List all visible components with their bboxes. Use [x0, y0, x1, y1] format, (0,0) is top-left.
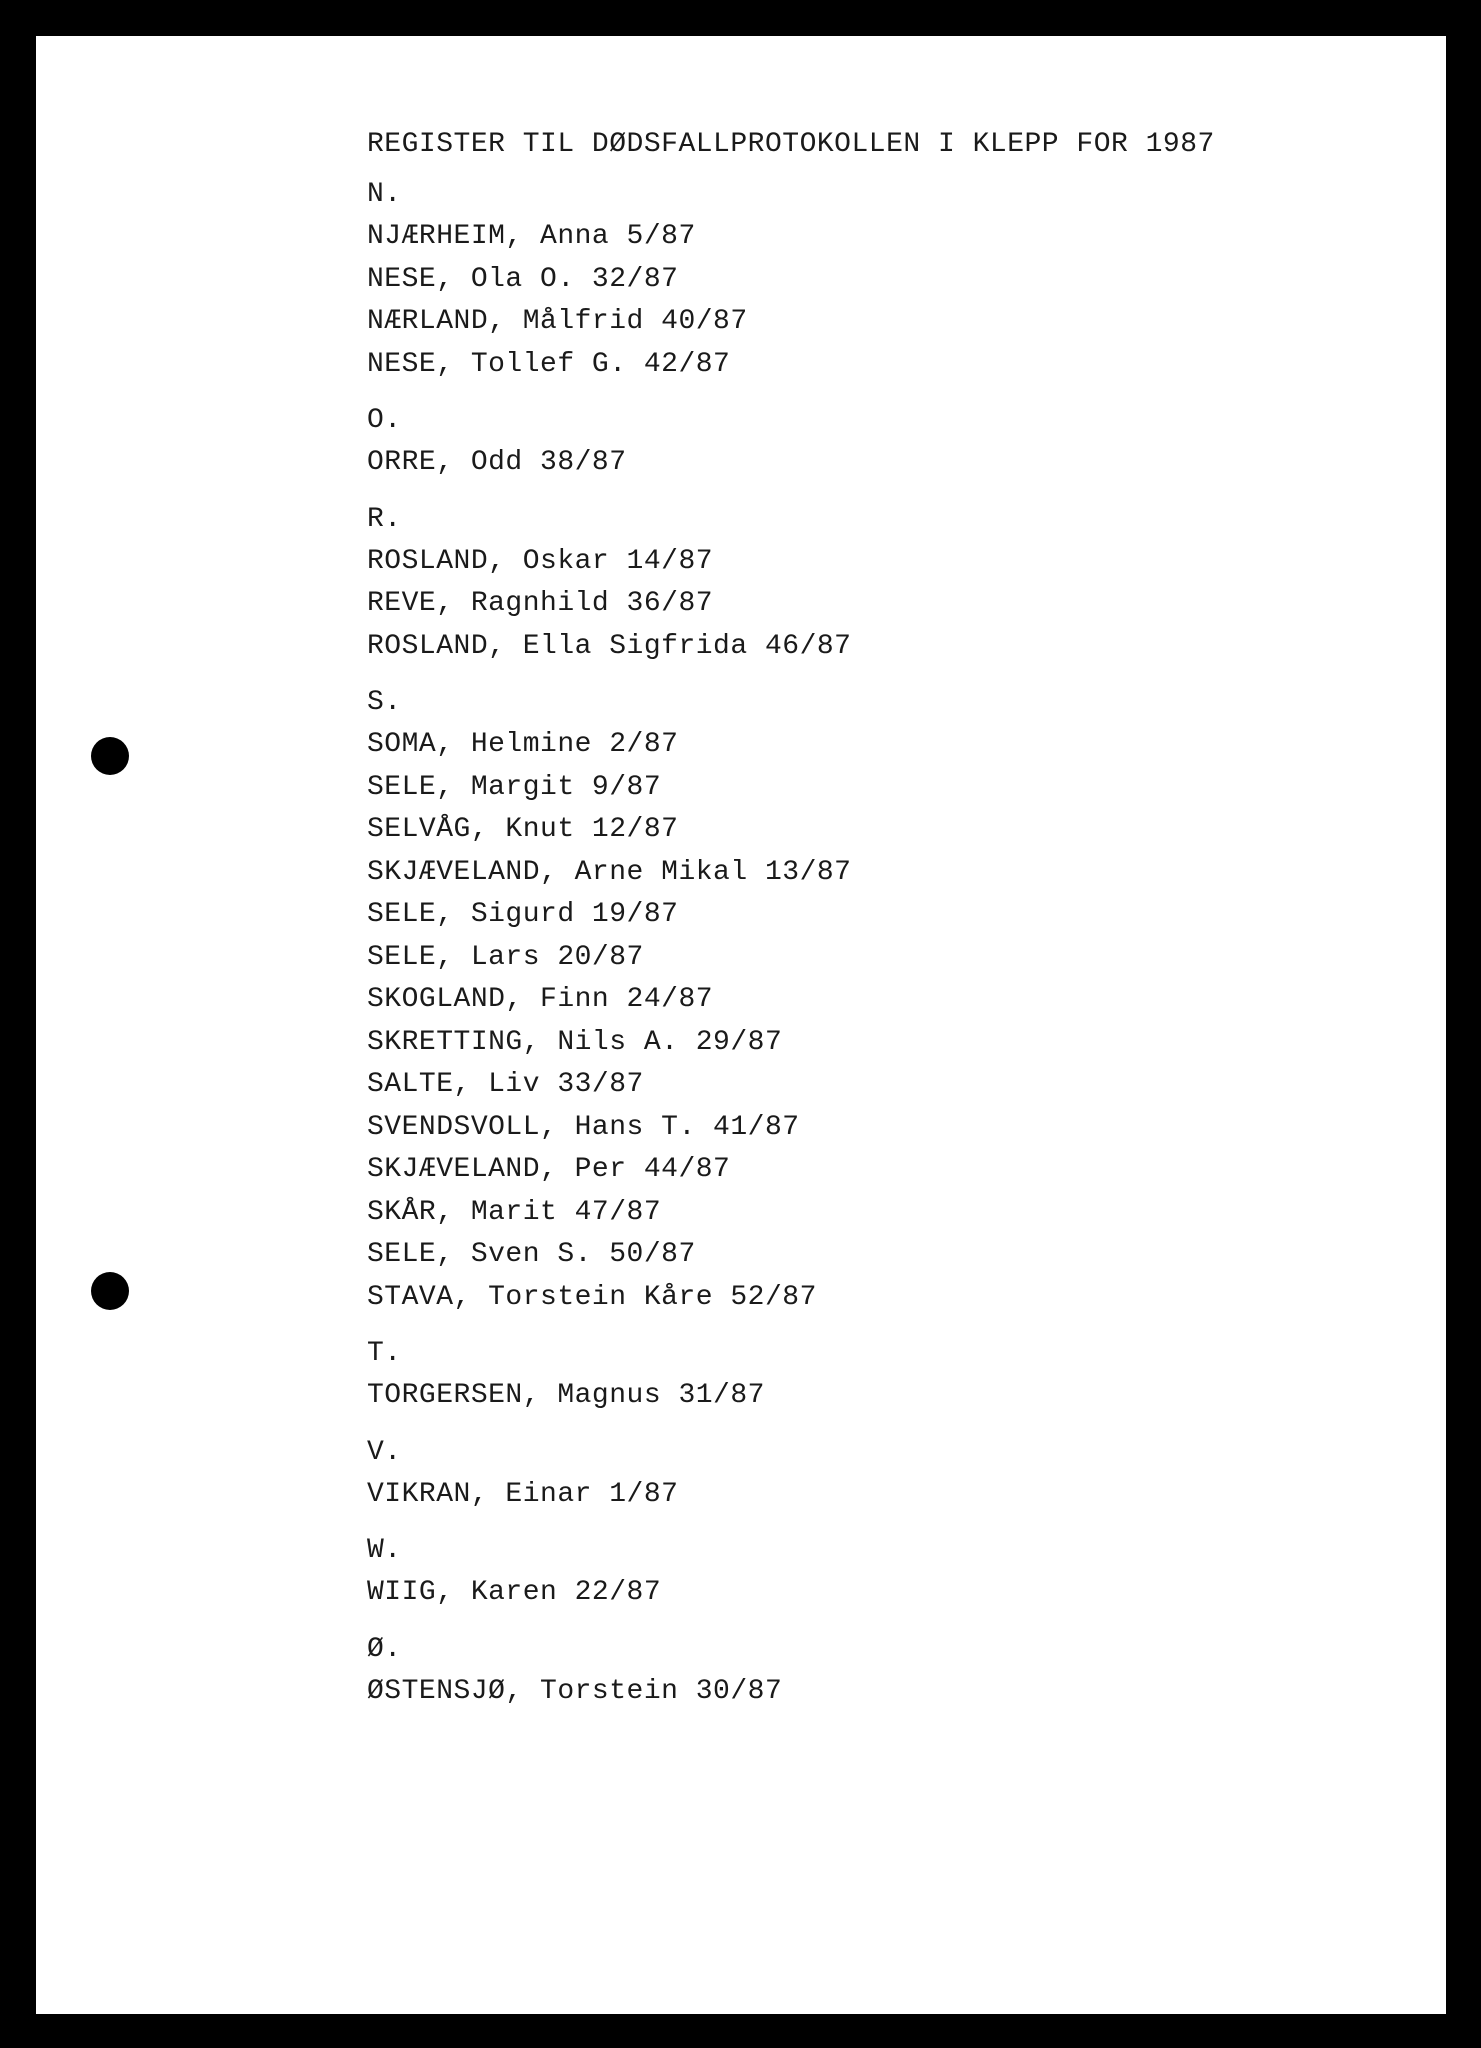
register-section — [367, 1333, 1215, 1418]
register-entry: REVE, Ragnhild 36/87 — [367, 588, 714, 619]
register-section — [367, 1530, 1215, 1615]
register-section — [367, 1432, 1215, 1517]
section-letter: V. — [367, 1436, 402, 1468]
section-letter: T. — [367, 1338, 402, 1369]
register-entry: SALTE, Liv 33/87 — [367, 1069, 644, 1100]
register-entry: TORGERSEN, Magnus 31/87 — [367, 1380, 765, 1411]
register-entry: ROSLAND, Ella Sigfrida 46/87 — [367, 630, 852, 662]
section-letter: S. — [367, 687, 402, 718]
register-sections — [367, 174, 1215, 1713]
register-entry: ORRE, Odd 38/87 — [367, 447, 627, 478]
document-title: REGISTER TIL DØDSFALLPROTOKOLLEN I KLEPP FOR 1987 — [367, 129, 1215, 160]
register-entry: STAVA, Torstein Kåre 52/87 — [367, 1281, 817, 1313]
section-letter: R. — [367, 503, 402, 535]
punch-hole — [91, 737, 129, 775]
punch-hole — [91, 1272, 129, 1310]
register-entry: ROSLAND, Oskar 14/87 — [367, 545, 714, 577]
register-entry: SOMA, Helmine 2/87 — [367, 729, 679, 760]
register-entry: SKRETTING, Nils A. 29/87 — [367, 1026, 783, 1058]
register-section — [367, 1629, 1215, 1714]
register-entry: ØSTENSJØ, Torstein 30/87 — [367, 1675, 783, 1707]
section-letter: N. — [367, 179, 402, 210]
register-section — [367, 499, 1215, 669]
register-entry: NJÆRHEIM, Anna 5/87 — [367, 221, 696, 252]
register-entry: SELE, Sigurd 19/87 — [367, 899, 679, 930]
register-entry: NESE, Ola O. 32/87 — [367, 263, 679, 295]
section-letter: Ø. — [367, 1633, 402, 1665]
register-entry: SKJÆVELAND, Arne Mikal 13/87 — [367, 856, 852, 888]
register-section — [367, 174, 1215, 386]
register-section — [367, 400, 1215, 485]
register-entry: WIIG, Karen 22/87 — [367, 1577, 662, 1608]
register-entry: SKOGLAND, Finn 24/87 — [367, 984, 714, 1015]
section-letter: W. — [367, 1535, 402, 1566]
register-entry: NÆRLAND, Målfrid 40/87 — [367, 306, 748, 337]
register-entry: VIKRAN, Einar 1/87 — [367, 1478, 679, 1510]
section-letter: O. — [367, 405, 402, 436]
register-entry: NESE, Tollef G. 42/87 — [367, 348, 731, 380]
register-entry: SELE, Margit 9/87 — [367, 771, 662, 803]
register-entry: SELVÅG, Knut 12/87 — [367, 814, 679, 845]
register-entry: SELE, Sven S. 50/87 — [367, 1239, 696, 1270]
register-content — [367, 124, 1215, 1727]
register-entry: SELE, Lars 20/87 — [367, 941, 644, 973]
register-entry: SVENDSVOLL, Hans T. 41/87 — [367, 1111, 800, 1143]
register-entry: SKJÆVELAND, Per 44/87 — [367, 1154, 731, 1185]
document-page — [36, 36, 1446, 2014]
register-entry: SKÅR, Marit 47/87 — [367, 1196, 662, 1228]
register-section — [367, 682, 1215, 1319]
